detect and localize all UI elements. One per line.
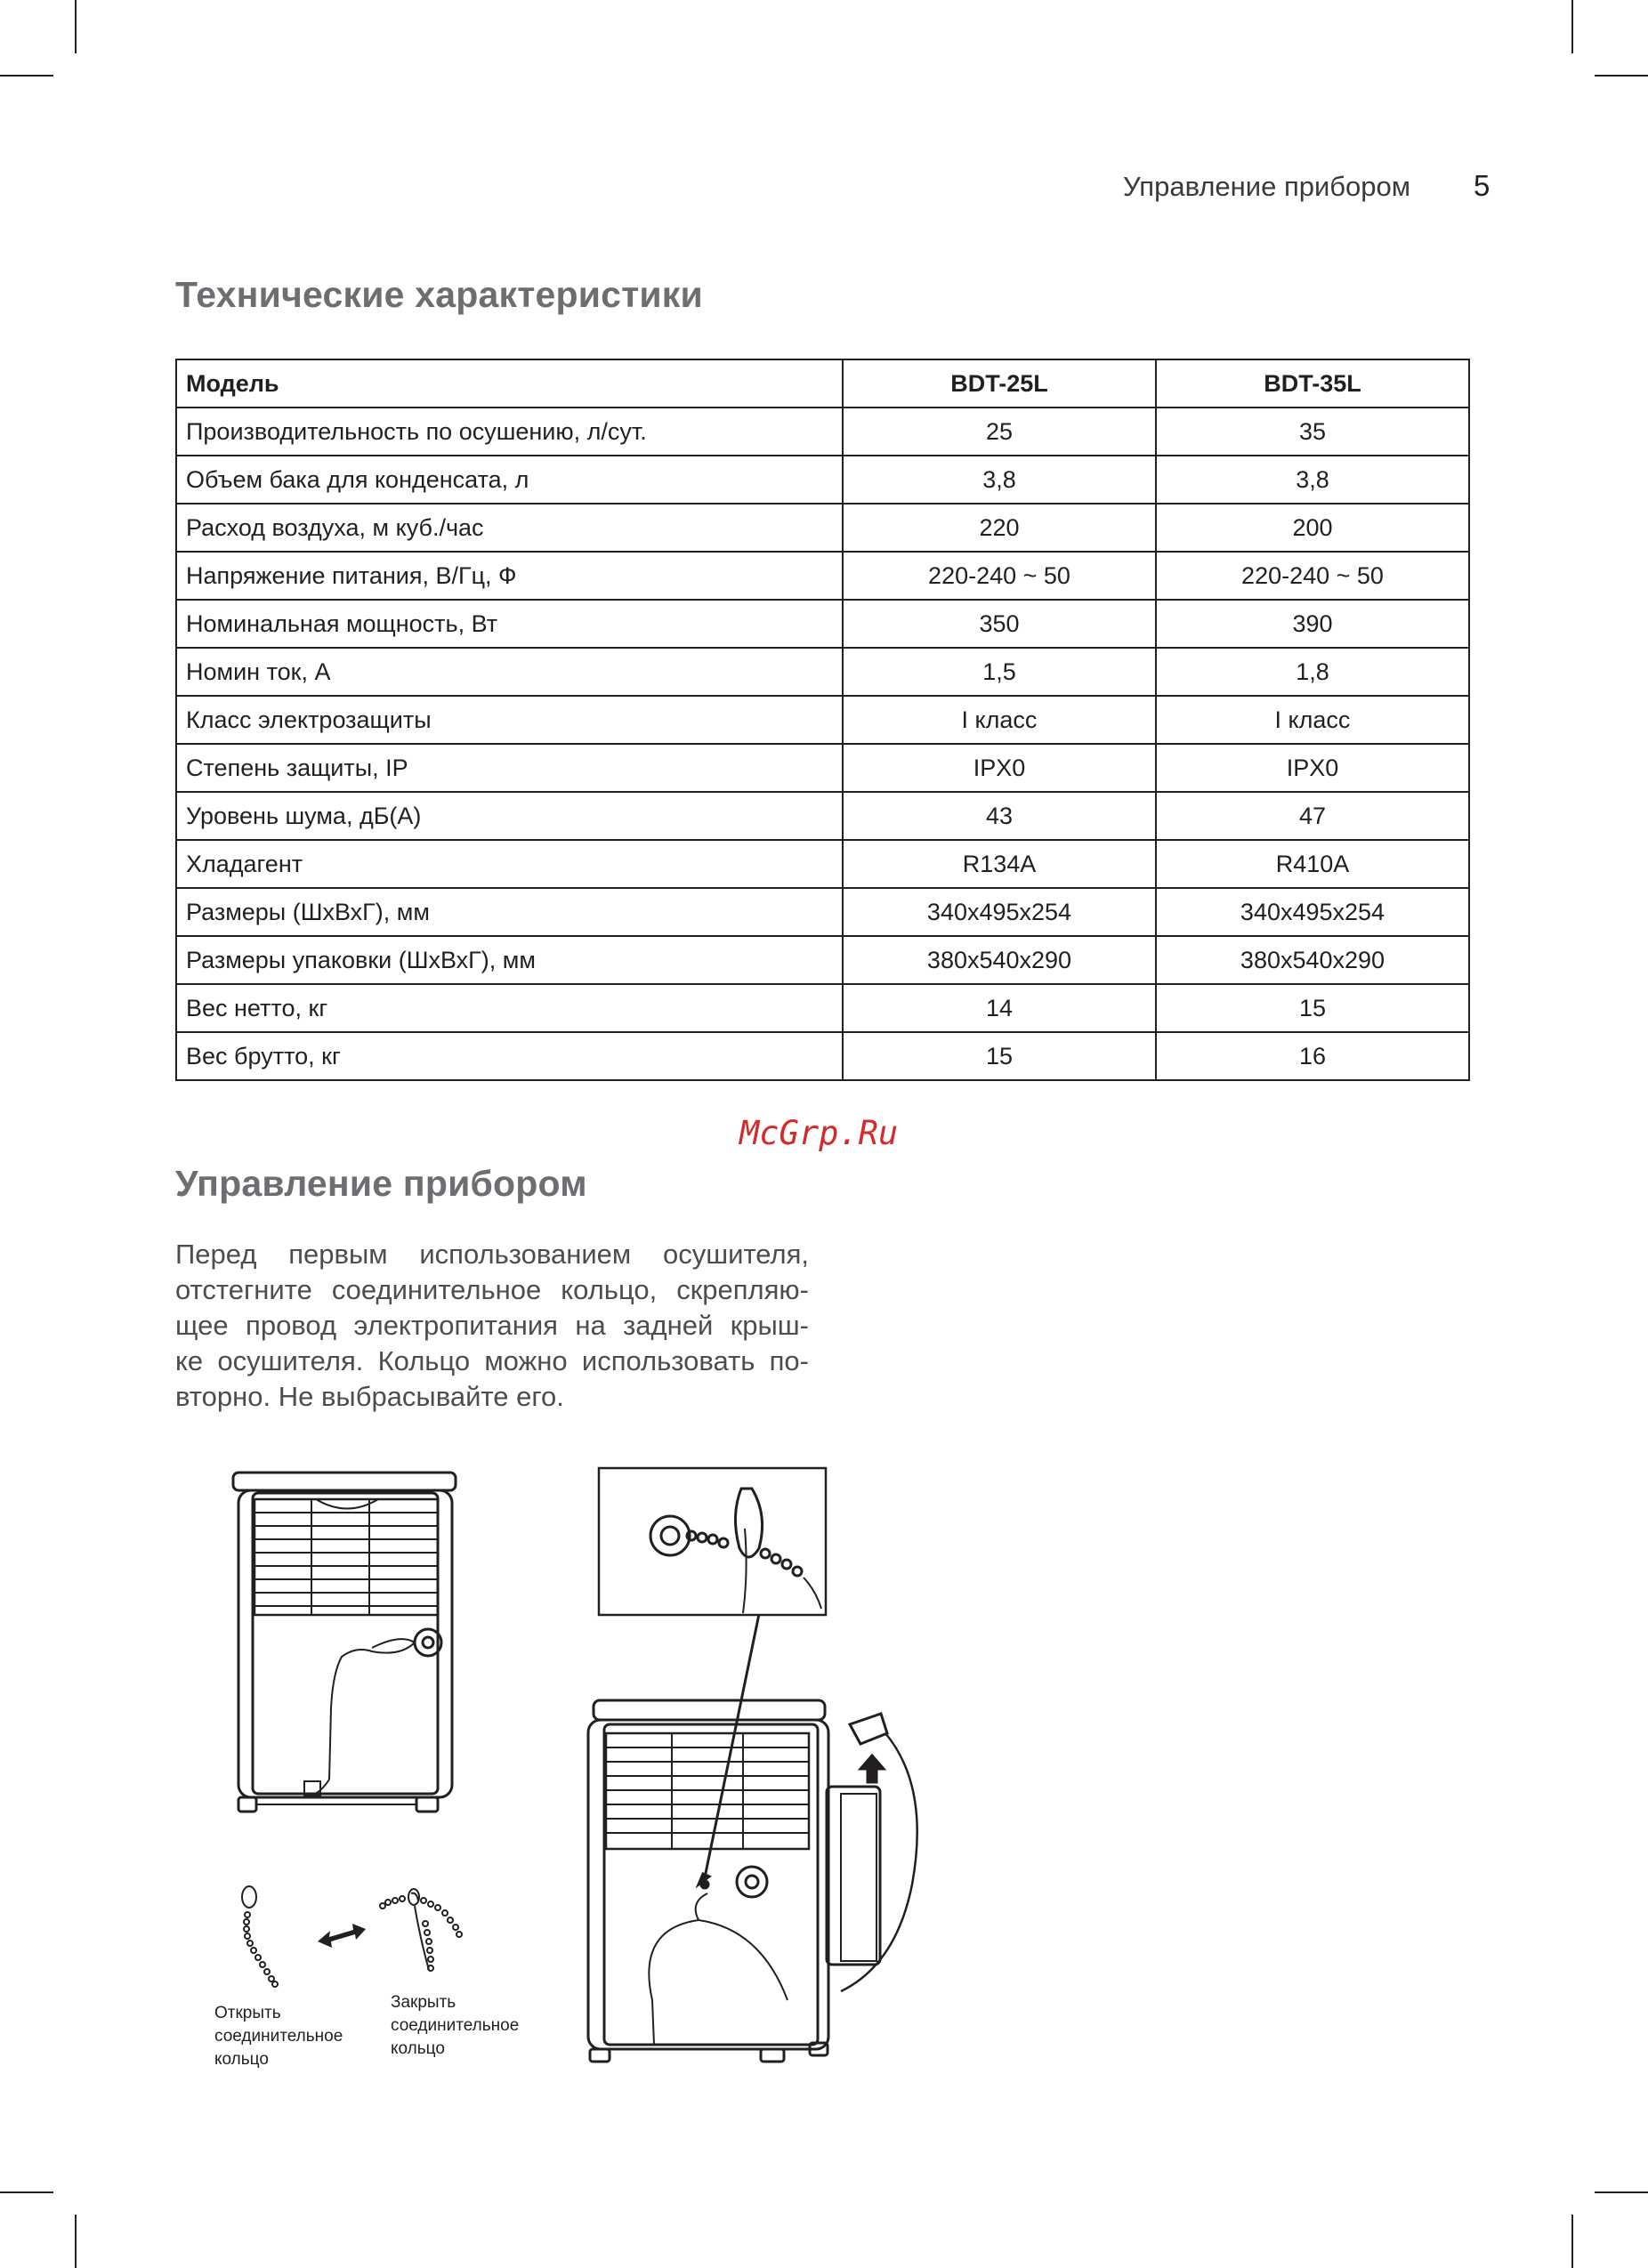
param-name: Напряжение питания, В/Гц, Ф (176, 552, 843, 600)
paragraph-line: щее провод электропитания на задней крыш- (175, 1310, 809, 1341)
paragraph-line: вторно. Не выбрасывайте его. (175, 1381, 564, 1412)
crop-mark (75, 0, 77, 53)
value-bdt35l: R410A (1156, 840, 1469, 888)
value-bdt35l: 390 (1156, 600, 1469, 648)
value-bdt25l: 43 (843, 792, 1156, 840)
open-ring-icon (230, 1885, 301, 2000)
value-bdt25l: IPX0 (843, 744, 1156, 792)
value-bdt35l: 3,8 (1156, 456, 1469, 504)
paragraph-line: ке осушителя. Кольцо можно использовать по- (175, 1345, 809, 1376)
crop-mark (1595, 75, 1648, 77)
param-name: Производительность по осушению, л/сут. (176, 408, 843, 456)
value-bdt35l: I класс (1156, 696, 1469, 744)
spec-section-title: Технические характеристики (175, 274, 703, 315)
table-row (176, 552, 1469, 600)
value-bdt35l: 15 (1156, 984, 1469, 1032)
value-bdt25l: 220 (843, 504, 1156, 552)
value-bdt25l: 3,8 (843, 456, 1156, 504)
param-name: Класс электрозащиты (176, 696, 843, 744)
spec-table (175, 359, 1470, 1081)
column-header-model: Модель (176, 359, 843, 408)
double-arrow-icon (316, 1913, 369, 1957)
param-name: Размеры упаковки (ШхВхГ), мм (176, 936, 843, 984)
value-bdt25l: 25 (843, 408, 1156, 456)
crop-mark (1571, 0, 1573, 53)
table-header-row (176, 359, 1469, 408)
param-name: Размеры (ШхВхГ), мм (176, 888, 843, 936)
table-row (176, 696, 1469, 744)
dehumidifier-rear-view-icon (222, 1459, 489, 1842)
column-header-bdt35l: BDT-35L (1156, 359, 1469, 408)
value-bdt25l: R134A (843, 840, 1156, 888)
crop-mark (0, 75, 53, 77)
table-row (176, 744, 1469, 792)
caption-line: кольцо (391, 2039, 445, 2058)
value-bdt35l: 380x540x290 (1156, 936, 1469, 984)
param-name: Объем бака для конденсата, л (176, 456, 843, 504)
param-name: Вес брутто, кг (176, 1032, 843, 1080)
value-bdt25l: 14 (843, 984, 1156, 1032)
closed-ring-icon (374, 1885, 481, 1982)
caption-line: Закрыть (391, 1993, 456, 2012)
paragraph-line: Перед первым использованием осушителя, (175, 1239, 809, 1270)
caption-line: кольцо (214, 2050, 269, 2069)
value-bdt25l: 350 (843, 600, 1156, 648)
value-bdt35l: 200 (1156, 504, 1469, 552)
caption-line: соединительное (214, 2027, 343, 2046)
value-bdt35l: 220-240 ~ 50 (1156, 552, 1469, 600)
crop-mark (75, 2215, 77, 2268)
value-bdt35l: 1,8 (1156, 648, 1469, 696)
param-name: Хладагент (176, 840, 843, 888)
crop-mark (1595, 2191, 1648, 2193)
dehumidifier-cord-ring-icon (583, 1466, 957, 2062)
paragraph-line: отстегните соединительное кольцо, скрепляю- (175, 1274, 809, 1305)
value-bdt35l: 35 (1156, 408, 1469, 456)
table-row (176, 600, 1469, 648)
crop-mark (1571, 2215, 1573, 2268)
value-bdt25l: 380x540x290 (843, 936, 1156, 984)
table-row (176, 456, 1469, 504)
param-name: Номинальная мощность, Вт (176, 600, 843, 648)
value-bdt25l: I класс (843, 696, 1156, 744)
watermark: McGrp.Ru (739, 1114, 899, 1152)
table-row (176, 840, 1469, 888)
instruction-paragraph (175, 1237, 809, 1415)
crop-mark (0, 2191, 53, 2193)
control-section-title: Управление прибором (175, 1163, 587, 1204)
table-row (176, 936, 1469, 984)
caption-line: соединительное (391, 2016, 520, 2035)
param-name: Вес нетто, кг (176, 984, 843, 1032)
running-header: Управление прибором (1123, 171, 1411, 202)
page-number: 5 (1474, 169, 1490, 202)
value-bdt35l: 340x495x254 (1156, 888, 1469, 936)
table-row (176, 504, 1469, 552)
param-name: Уровень шума, дБ(А) (176, 792, 843, 840)
param-name: Номин ток, А (176, 648, 843, 696)
value-bdt35l: 16 (1156, 1032, 1469, 1080)
table-row (176, 792, 1469, 840)
table-row (176, 648, 1469, 696)
value-bdt35l: 47 (1156, 792, 1469, 840)
param-name: Степень защиты, IP (176, 744, 843, 792)
value-bdt25l: 1,5 (843, 648, 1156, 696)
table-row (176, 408, 1469, 456)
value-bdt35l: IPX0 (1156, 744, 1469, 792)
table-row (176, 888, 1469, 936)
param-name: Расход воздуха, м куб./час (176, 504, 843, 552)
column-header-bdt25l: BDT-25L (843, 359, 1156, 408)
table-row (176, 1032, 1469, 1080)
table-row (176, 984, 1469, 1032)
caption-line: Открыть (214, 2004, 281, 2022)
value-bdt25l: 340x495x254 (843, 888, 1156, 936)
caption-close-ring (391, 1991, 519, 2061)
value-bdt25l: 220-240 ~ 50 (843, 552, 1156, 600)
value-bdt25l: 15 (843, 1032, 1156, 1080)
caption-open-ring (214, 2002, 343, 2071)
